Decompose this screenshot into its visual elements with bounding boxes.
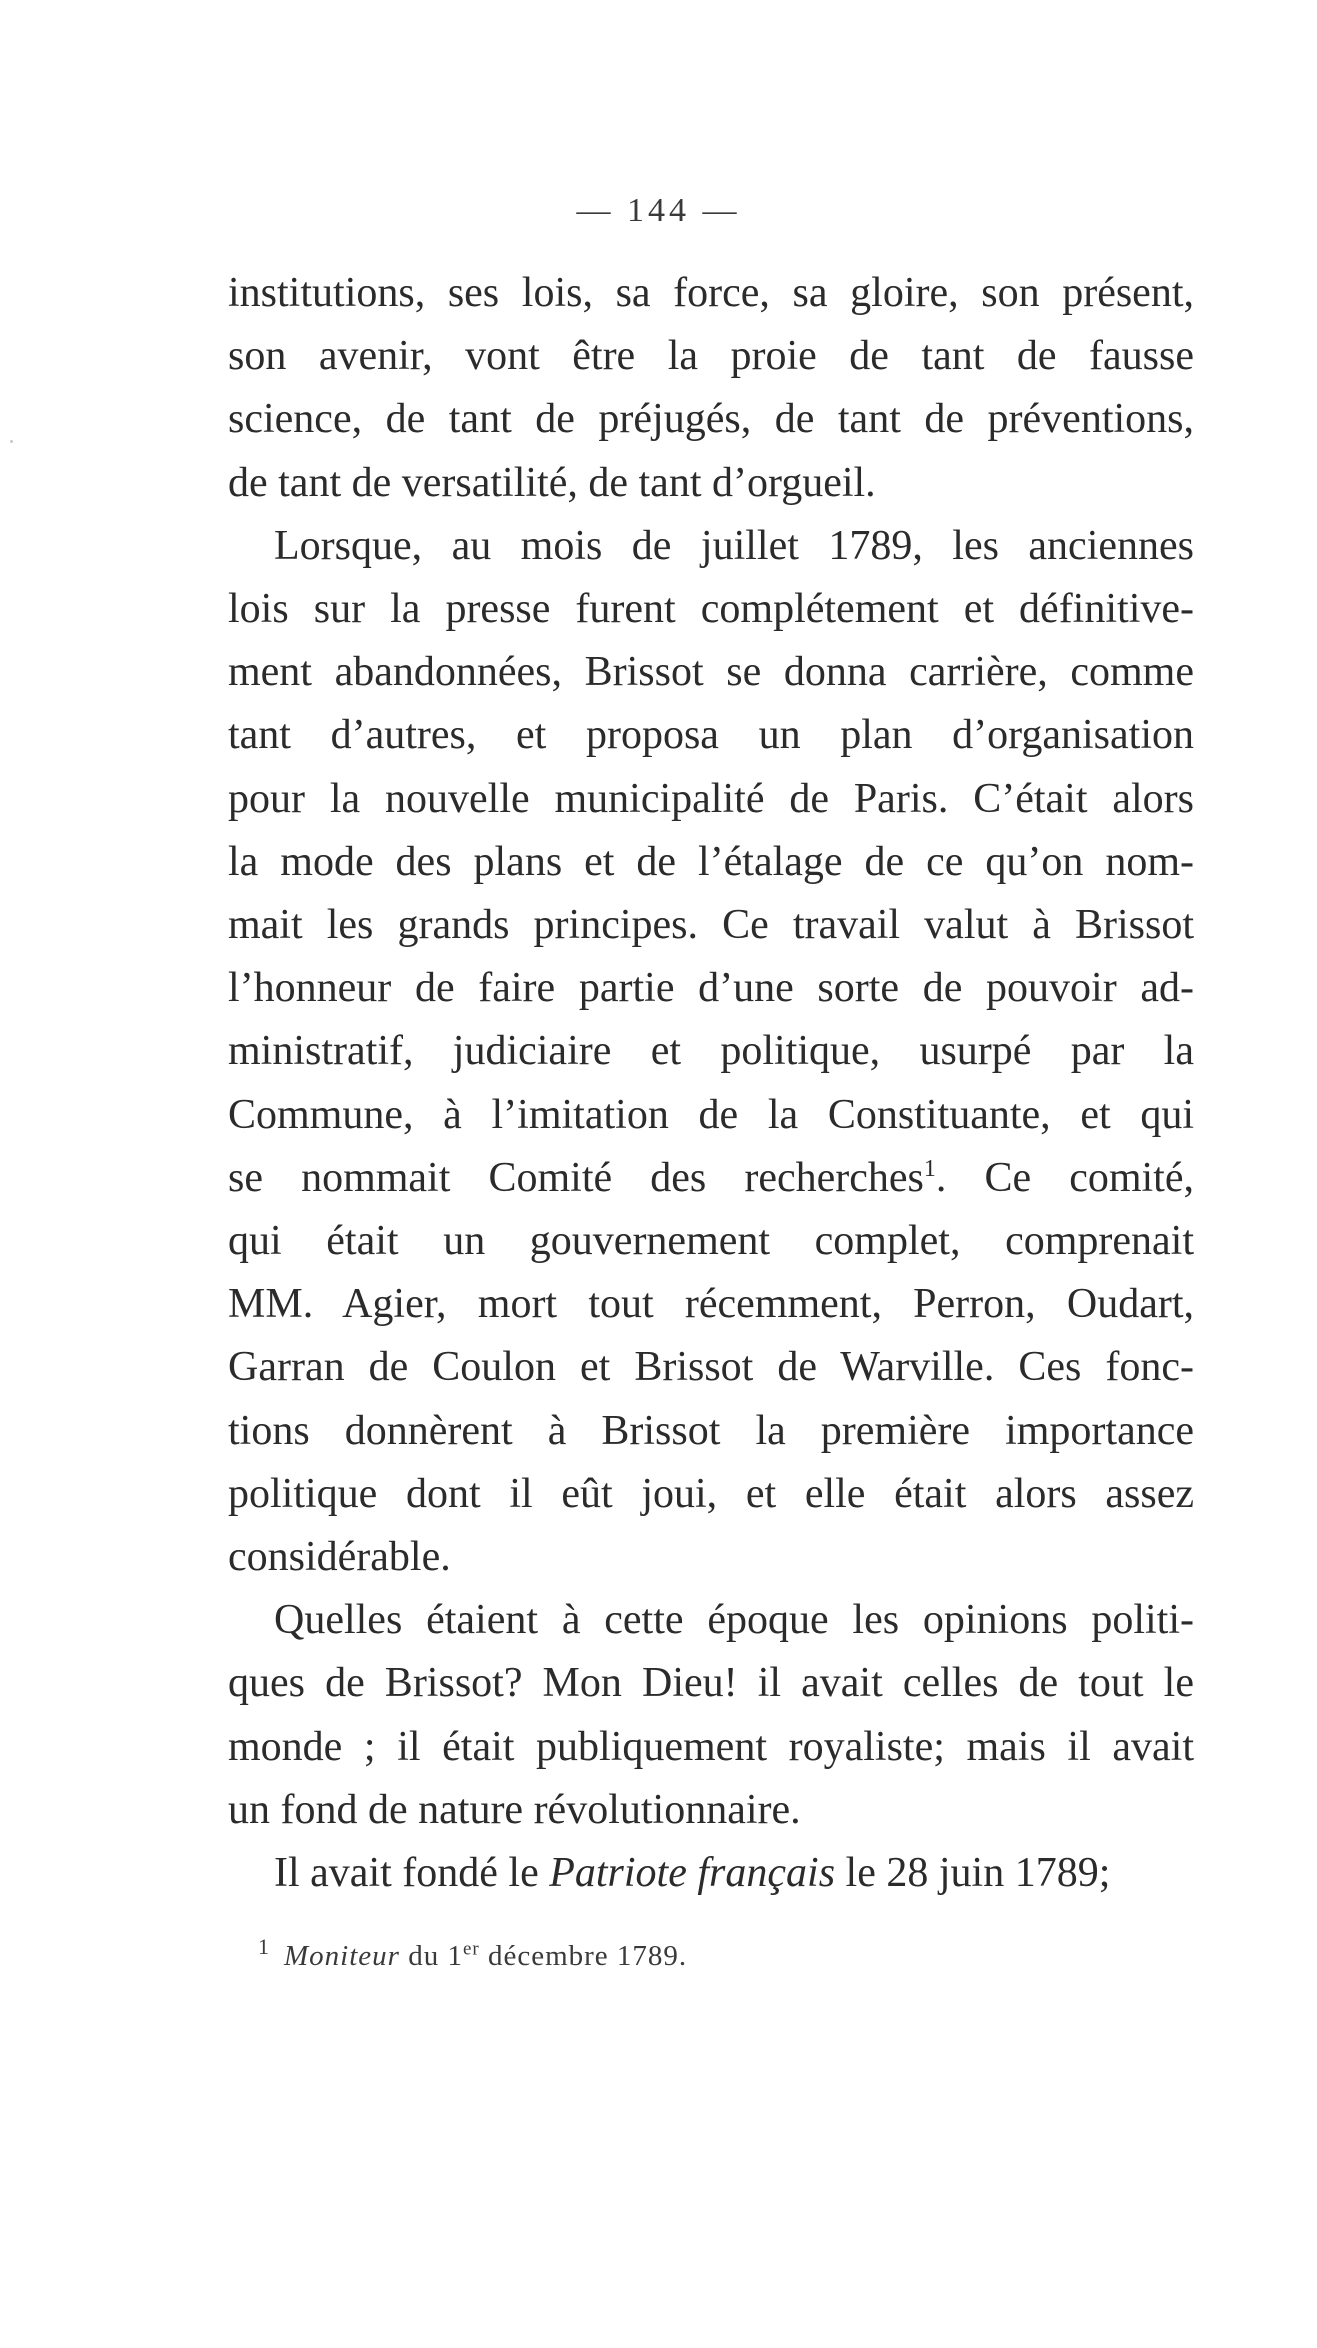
text-line: un fond de nature révolutionnaire. [228,1786,801,1833]
footnote-superscript: er [462,1938,480,1960]
text-line: pour la nouvelle municipalité de Paris. C’était alors [228,775,1194,822]
text-line: son avenir, vont être la proie de tant de fausse [228,333,1194,380]
text-line: Lorsque, au mois de juillet 1789, les anciennes [274,522,1194,569]
text-line: Garran de Coulon et Brissot de Warville. Ces fonc- [228,1344,1194,1391]
paragraph [228,1842,1194,1905]
footnote-mark: 1 [258,1934,270,1960]
newspaper-title: Patriote français [549,1850,836,1897]
text-line: tions donnèrent à Brissot la première importance [228,1407,1194,1454]
footnote-text-after: décembre 1789. [479,1940,688,1972]
text-line: institutions, ses lois, sa force, sa gloire, son présent, [228,270,1194,316]
text-line: l’honneur de faire partie d’une sorte de pouvoir ad- [228,965,1194,1012]
paragraph [228,515,1194,1589]
text-line: mait les grands principes. Ce travail valut à Brissot [228,902,1194,949]
text-line: lois sur la presse furent complétement et définitive- [228,586,1194,633]
paragraph [228,262,1194,515]
text-segment: . Ce comité, [935,1154,1194,1201]
text-segment: le 28 juin 1789; [835,1850,1111,1897]
text-line: science, de tant de préjugés, de tant de préventions, [228,396,1194,443]
page-number: — 144 — [576,192,741,229]
footnote-text-before: du 1 [399,1940,463,1972]
footnote-title: Moniteur [284,1940,400,1972]
footnote-reference[interactable]: 1 [923,1155,936,1182]
body-text [228,262,1194,1905]
text-line [228,1147,1194,1210]
text-line: ques de Brissot? Mon Dieu! il avait celles de tout le [228,1660,1194,1707]
text-line [228,1842,1194,1905]
paragraph [228,1589,1194,1842]
text-line: de tant de versatilité, de tant d’orgueil. [228,459,876,506]
scan-speck [10,440,13,443]
text-line: politique dont il eût joui, et elle était alors assez [228,1470,1194,1517]
text-segment: Il avait fondé le [274,1850,550,1897]
text-segment: se nommait Comité des recherches [228,1154,924,1201]
text-line: Quelles étaient à cette époque les opinions politi- [274,1597,1194,1644]
footnote [258,1934,688,1973]
text-line: ment abandonnées, Brissot se donna carrière, comme [228,649,1194,696]
text-line: qui était un gouvernement complet, comprenait [228,1218,1194,1265]
text-line: MM. Agier, mort tout récemment, Perron, Oudart, [228,1281,1194,1328]
text-line: tant d’autres, et proposa un plan d’organisation [228,712,1194,759]
text-line: Commune, à l’imitation de la Constituante, et qui [228,1091,1194,1138]
text-line: monde ; il était publiquement royaliste; mais il avait [228,1723,1194,1770]
text-line: la mode des plans et de l’étalage de ce qu’on nom- [228,838,1194,885]
text-line: ministratif, judiciaire et politique, usurpé par la [228,1028,1194,1075]
text-line: considérable. [228,1534,451,1581]
